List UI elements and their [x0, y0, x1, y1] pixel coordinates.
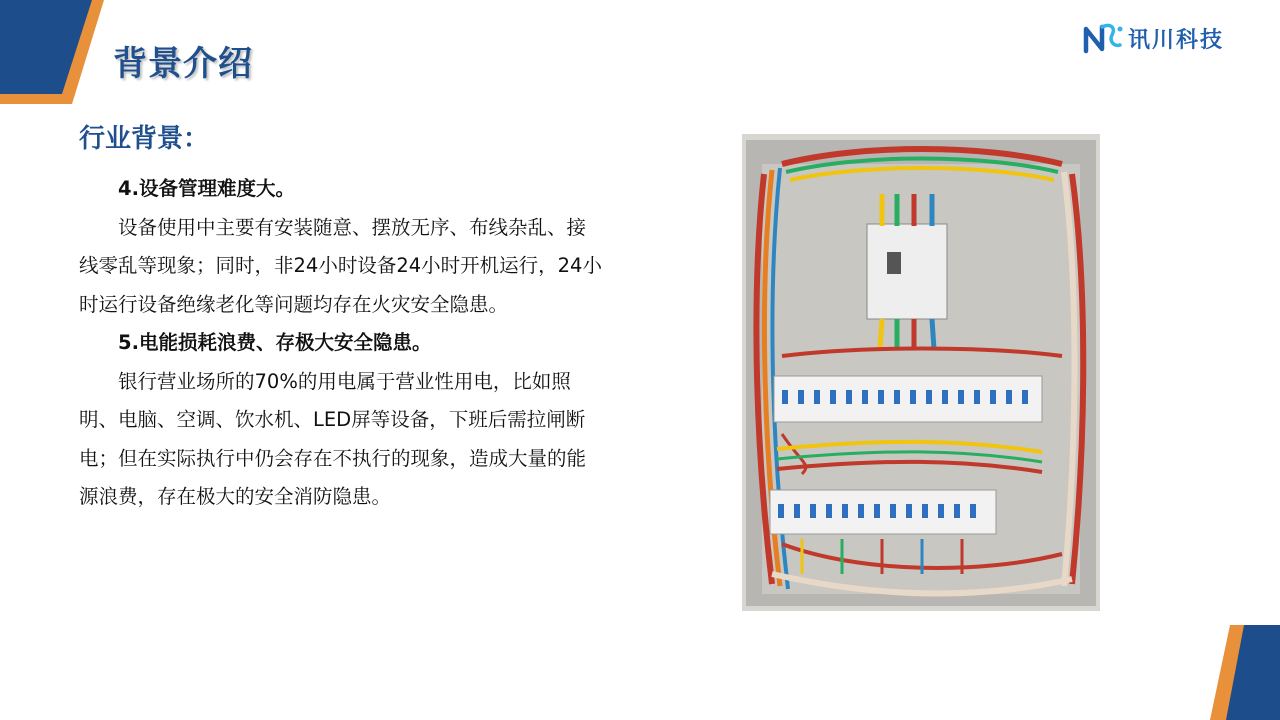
point-5-text: 银行营业场所的70%的用电属于营业性用电，比如照明、电脑、空调、饮水机、LED屏等设备，下班后需拉闸断电；但在实际执行中仍会存在不执行的现象，造成大量的能源浪费，存在极大的安全消防隐患。 — [79, 369, 587, 508]
page-title: 背景介绍 — [113, 44, 253, 84]
company-logo — [1082, 20, 1224, 56]
section-subheading: 行业背景： — [79, 124, 210, 154]
xunchuan-n-logo-icon — [1082, 21, 1124, 55]
body-text — [79, 170, 604, 517]
electrical-distribution-box-photo — [742, 134, 1100, 611]
logo-text: 讯川科技 — [1128, 27, 1225, 53]
point-4-heading: 4.设备管理难度大。 — [118, 177, 295, 200]
point-5-heading: 5.电能损耗浪费、存极大安全隐患。 — [118, 331, 432, 354]
point-4-text: 设备使用中主要有安装随意、摆放无序、布线杂乱、接线零乱等现象；同时，非24小时设备24小时开机运行，24小时运行设备绝缘老化等问题均存在火灾安全隐患。 — [79, 215, 602, 316]
corner-decoration-bottom-right — [1210, 625, 1280, 720]
corner-decoration-top-left — [0, 0, 110, 110]
